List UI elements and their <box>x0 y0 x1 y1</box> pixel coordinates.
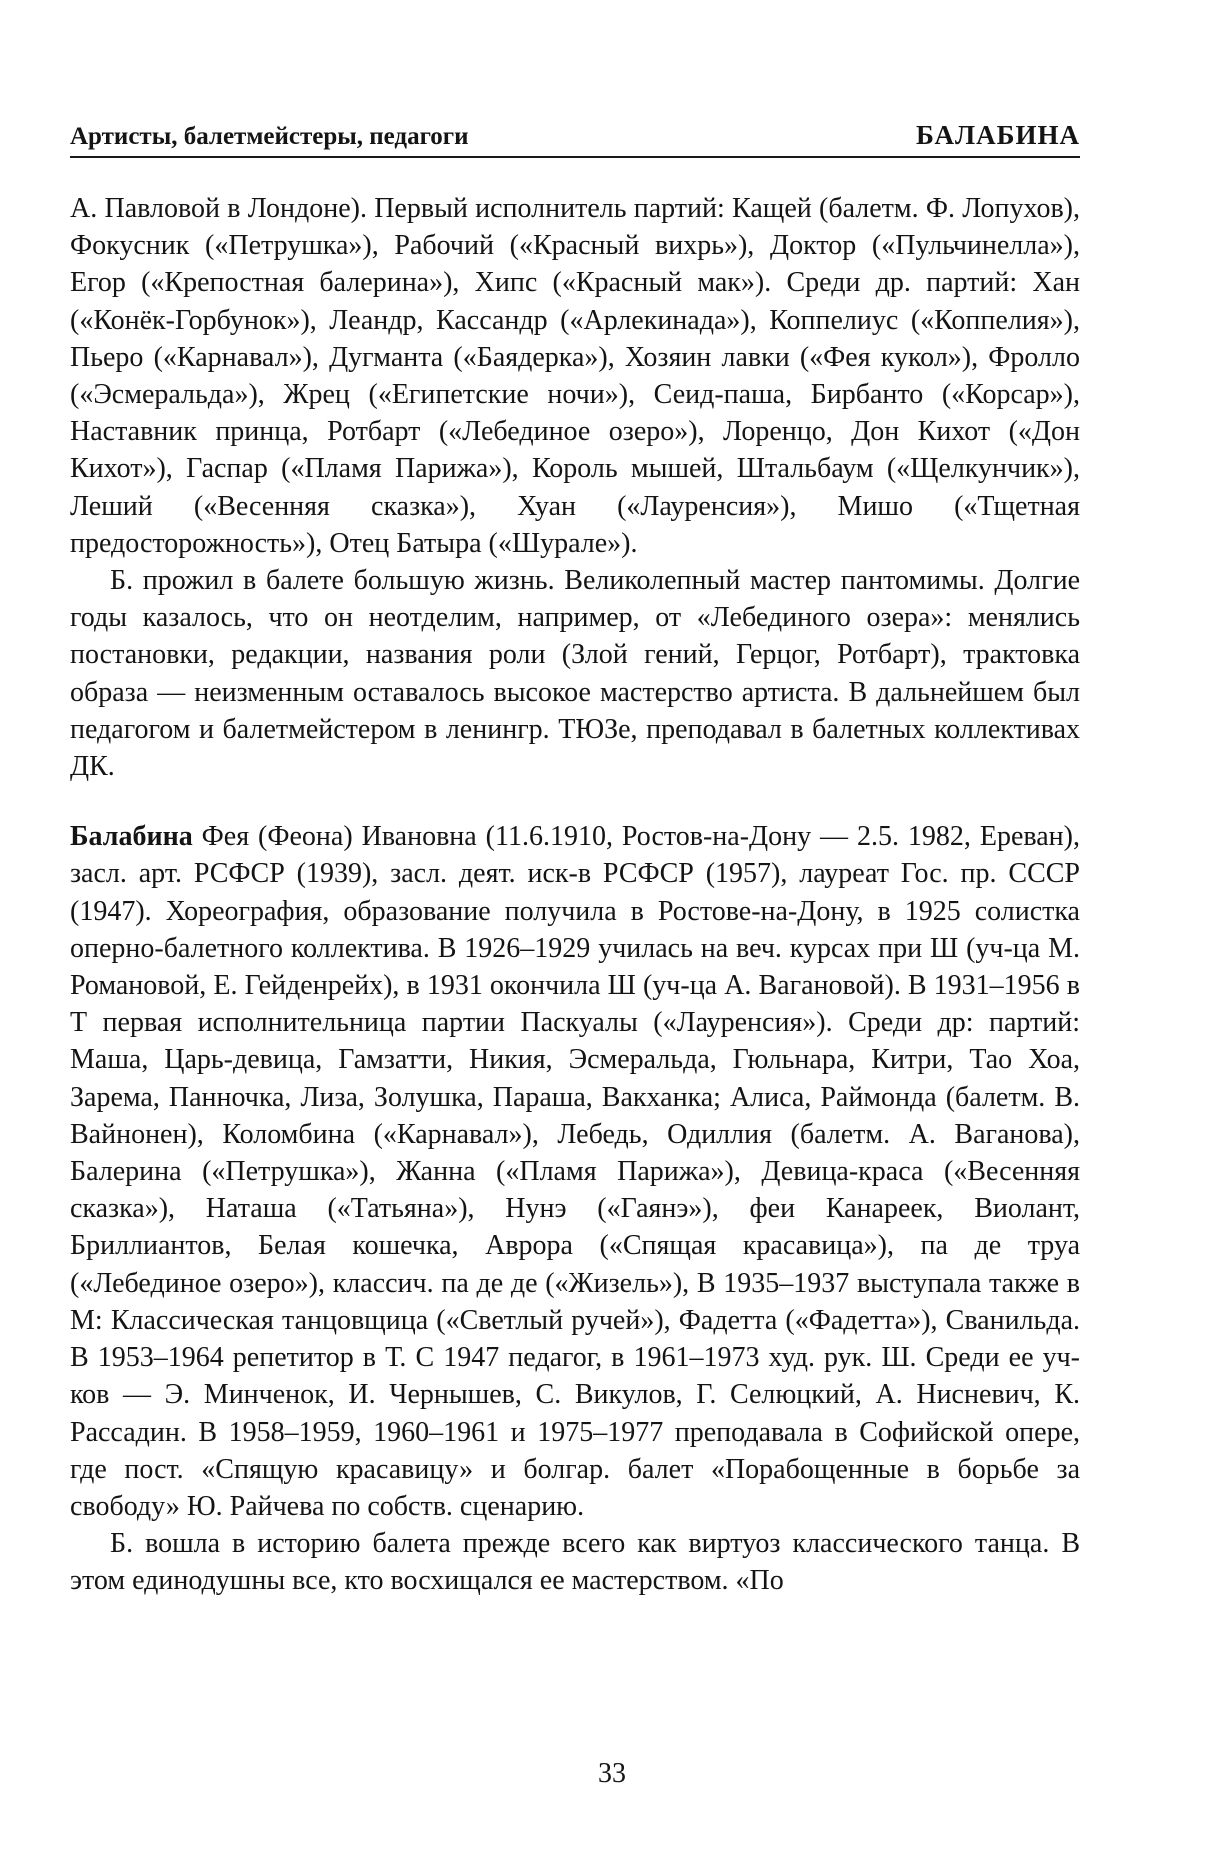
page-number: 33 <box>598 1758 626 1789</box>
paragraph-legacy: Б. вошла в историю балета прежде всего как виртуоз классического танца. В этом единодушны все, кто восхищался ее мастерством. «По <box>70 1528 1080 1597</box>
running-header <box>70 120 1080 151</box>
paragraph-roles-list: А. Павловой в Лондоне). Первый исполнитель партий: Кащей (балетм. Ф. Лопухов), Фокусник («Петрушка»), Рабочий («Красный вихрь»), Доктор («Пульчинелла»), Егор («Крепостная балерина»), Хипс («Красный мак»). Среди др. партий: Хан («Конёк-Горбунок»), Леандр, Кассандр («Арлекинада»), Коппелиус («Коппелия»), Пьеро («Карнавал»), Дугманта («Баядерка»), Хозяин лавки («Фея кукол»), Фролло («Эсмеральда»), Жрец («Египетские ночи»), Сеид-паша, Бирбанто («Корсар»), Наставник принца, Ротбарт («Лебединое озеро»), Лоренцо, Дон Кихот («Дон Кихот»), Гаспар («Пламя Парижа»), Король мышей, Штальбаум («Щелкунчик»), Леший («Весенняя сказка»), Хуан («Лауренсия»), Мишо («Тщетная предосторожность»), Отец Батыра («Шурале»). <box>70 193 1080 559</box>
article-body <box>70 190 1080 1600</box>
section-title: Артисты, балетмейстеры, педагоги <box>70 123 469 150</box>
paragraph-career-summary: Б. прожил в балете большую жизнь. Великолепный мастер пантомимы. Долгие годы казалось, что он неотделим, например, от «Лебединого озера»: менялись постановки, редакции, названия роли (Злой гений, Герцог, Ротбарт), трактовка образа — неизменным оставалось высокое мастерство артиста. В дальнейшем был педагогом и балетмейстером в ленингр. ТЮЗе, преподавал в балетных коллективах ДК. <box>70 565 1080 783</box>
entry-text: Фея (Феона) Ивановна (11.6.1910, Ростов-на-Дону — 2.5. 1982, Ереван), засл. арт. РСФСР (1939), засл. деят. иск-в РСФСР (1957), лауреат Гос. пр. СССР (1947). Хореография, образование получила в Ростове-на-Дону, в 1925 солистка оперно-балетного коллектива. В 1926–1929 училась на веч. курсах при Ш (уч-ца М. Романовой, Е. Гейденрейх), в 1931 окончила Ш (уч-ца А. Вагановой). В 1931–1956 в Т первая исполнительница партии Паскуалы («Лауренсия»). Среди др: партий: Маша, Царь-девица, Гамзатти, Никия, Эсмеральда, Гюльнара, Китри, Тао Хоа, Зарема, Панночка, Лиза, Золушка, Параша, Вакханка; Алиса, Раймонда (балетм. В. Вайнонен), Коломбина («Карнавал»), Лебедь, Одиллия (балетм. А. Ваганова), Балерина («Петрушка»), Жанна («Пламя Парижа»), Девица-краса («Весенняя сказка»), Наташа («Татьяна»), Нунэ («Гаянэ»), феи Канареек, Виолант, Бриллиантов, Белая кошечка, Аврора («Спящая красавица»), па де труа («Лебединое озеро»), классич. па де де («Жизель»), В 1935–1937 выступала также в М: Классическая танцовщица («Светлый ручей»), Фадетта («Фадетта»), Сванильда. В 1953–1964 репетитор в Т. С 1947 педагог, в 1961–1973 худ. рук. Ш. Среди ее уч-ков — Э. Минченок, И. Чернышев, С. Викулов, Г. Селюцкий, А. Нисневич, К. Рассадин. В 1958–1959, 1960–1961 и 1975–1977 преподавала в Софийской опере, где пост. «Спящую красавицу» и болгар. балет «Порабощенные в борьбе за свободу» Ю. Райчева по собств. сценарию. <box>70 821 1080 1522</box>
entry-name: Балабина <box>70 821 193 853</box>
entry-heading: БАЛАБИНА <box>916 120 1080 150</box>
paragraph-balabina-entry <box>70 818 1080 1525</box>
header-rule <box>70 156 1080 158</box>
